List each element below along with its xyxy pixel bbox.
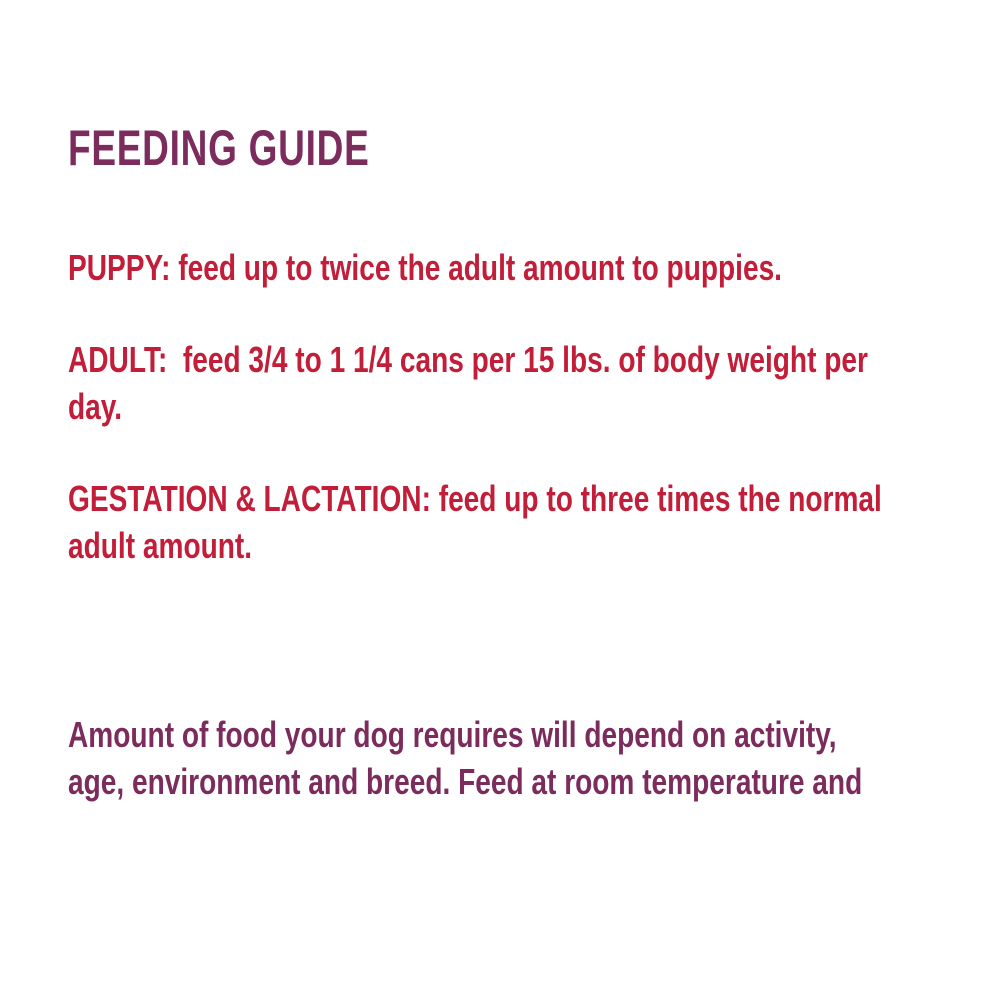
page-title: FEEDING GUIDE [68, 120, 370, 176]
adult-line-1: ADULT: feed 3/4 to 1 1/4 cans per 15 lbs. of body weight per [68, 339, 868, 380]
puppy-line-1: PUPPY: feed up to twice the adult amount to puppies. [68, 247, 782, 288]
gestation-line-2: adult amount. [68, 525, 253, 566]
note-line-1: Amount of food your dog requires will depend on activity, [68, 714, 837, 755]
adult-line-2: day. [68, 386, 123, 427]
gestation-line-1: GESTATION & LACTATION: feed up to three times the normal [68, 478, 882, 519]
note-line-2: age, environment and breed. Feed at room temperature and [68, 761, 863, 802]
